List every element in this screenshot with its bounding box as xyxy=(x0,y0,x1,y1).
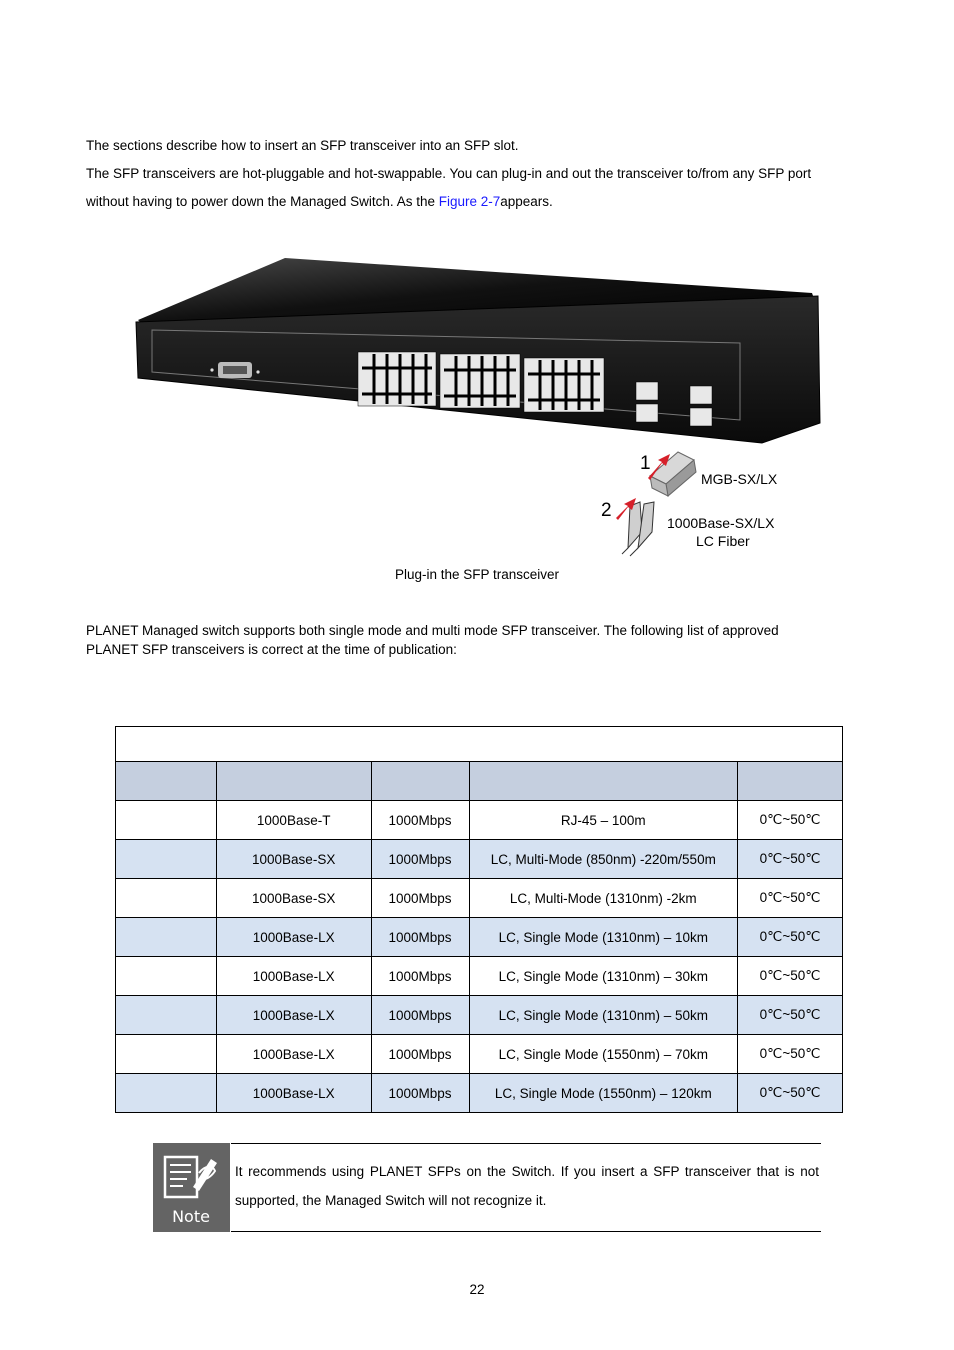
note-text: It recommends using PLANET SFPs on the Switch. If you insert a SFP transceiver that is not supported, the Managed Switch will not recognize it. xyxy=(235,1164,819,1208)
intro-line-3 xyxy=(86,192,876,211)
header-cell xyxy=(469,762,738,801)
header-cell xyxy=(371,762,469,801)
temperature-cell: 0℃~50℃ xyxy=(738,840,843,879)
temperature-cell: 0℃~50℃ xyxy=(738,1074,843,1113)
model-cell xyxy=(116,957,217,996)
model-cell xyxy=(116,1074,217,1113)
support-line-1: PLANET Managed switch supports both single mode and multi mode SFP transceiver. The following list of approved xyxy=(86,623,779,638)
note-icon xyxy=(153,1143,230,1232)
temperature-cell: 0℃~50℃ xyxy=(738,879,843,918)
support-line-2: PLANET SFP transceivers is correct at the time of publication: xyxy=(86,642,457,657)
note-icon-label: Note xyxy=(172,1207,210,1226)
figure-caption: Plug-in the SFP transceiver xyxy=(394,567,560,582)
interface-cell: LC, Single Mode (1310nm) – 10km xyxy=(469,918,738,957)
model-cell xyxy=(116,801,217,840)
type-cell: 1000Base-LX xyxy=(216,1074,371,1113)
type-cell: 1000Base-LX xyxy=(216,918,371,957)
speed-cell: 1000Mbps xyxy=(371,918,469,957)
interface-cell: LC, Multi-Mode (1310nm) -2km xyxy=(469,879,738,918)
temperature-cell: 0℃~50℃ xyxy=(738,957,843,996)
note-bottom-rule xyxy=(231,1231,821,1232)
type-cell: 1000Base-LX xyxy=(216,1035,371,1074)
interface-cell: LC, Single Mode (1310nm) – 30km xyxy=(469,957,738,996)
temperature-cell: 0℃~50℃ xyxy=(738,1035,843,1074)
step-2-label: 2 xyxy=(601,500,612,521)
table-row xyxy=(116,879,843,918)
interface-cell: LC, Single Mode (1550nm) – 120km xyxy=(469,1074,738,1113)
page-number: 22 xyxy=(469,1282,485,1297)
header-cell xyxy=(738,762,843,801)
table-title-cell xyxy=(116,727,843,762)
speed-cell: 1000Mbps xyxy=(371,996,469,1035)
model-cell xyxy=(116,996,217,1035)
table-row xyxy=(116,918,843,957)
note-top-rule xyxy=(231,1143,821,1144)
note-box xyxy=(153,1143,821,1233)
speed-cell: 1000Mbps xyxy=(371,801,469,840)
temperature-cell: 0℃~50℃ xyxy=(738,801,843,840)
sfp-module-icon xyxy=(650,452,696,496)
table-row xyxy=(116,1074,843,1113)
model-cell xyxy=(116,1035,217,1074)
fiber-label-1: 1000Base-SX/LX xyxy=(667,515,775,531)
lc-fiber-icon xyxy=(622,502,654,556)
model-cell xyxy=(116,840,217,879)
speed-cell: 1000Mbps xyxy=(371,1074,469,1113)
interface-cell: RJ-45 – 100m xyxy=(469,801,738,840)
interface-cell: LC, Single Mode (1550nm) – 70km xyxy=(469,1035,738,1074)
table-row xyxy=(116,957,843,996)
type-cell: 1000Base-LX xyxy=(216,996,371,1035)
step-1-label: 1 xyxy=(640,453,651,474)
speed-cell: 1000Mbps xyxy=(371,1035,469,1074)
fiber-label-2: LC Fiber xyxy=(696,533,750,549)
header-cell xyxy=(116,762,217,801)
model-cell xyxy=(116,918,217,957)
intro-line-3-tail: appears. xyxy=(500,194,553,209)
speed-cell: 1000Mbps xyxy=(371,840,469,879)
module-label: MGB-SX/LX xyxy=(701,471,778,487)
table-row xyxy=(116,1035,843,1074)
table-row xyxy=(116,840,843,879)
type-cell: 1000Base-LX xyxy=(216,957,371,996)
table-header-row xyxy=(116,762,843,801)
table-row xyxy=(116,801,843,840)
temperature-cell: 0℃~50℃ xyxy=(738,996,843,1035)
intro-line-3-text: without having to power down the Managed Switch. As the xyxy=(86,194,439,209)
interface-cell: LC, Multi-Mode (850nm) -220m/550m xyxy=(469,840,738,879)
header-cell xyxy=(216,762,371,801)
intro-line-2: The SFP transceivers are hot-pluggable and hot-swappable. You can plug-in and out the transceiver to/from any SFP port xyxy=(86,166,812,181)
model-cell xyxy=(116,879,217,918)
type-cell: 1000Base-SX xyxy=(216,840,371,879)
speed-cell: 1000Mbps xyxy=(371,879,469,918)
table-row xyxy=(116,996,843,1035)
figure-link[interactable]: Figure 2-7 xyxy=(438,194,501,209)
type-cell: 1000Base-T xyxy=(216,801,371,840)
type-cell: 1000Base-SX xyxy=(216,879,371,918)
switch-sfp-figure xyxy=(130,248,830,558)
interface-cell: LC, Single Mode (1310nm) – 50km xyxy=(469,996,738,1035)
sfp-table xyxy=(115,726,843,1113)
table-title-row xyxy=(116,727,843,762)
intro-line-1: The sections describe how to insert an SFP transceiver into an SFP slot. xyxy=(86,138,519,153)
temperature-cell: 0℃~50℃ xyxy=(738,918,843,957)
speed-cell: 1000Mbps xyxy=(371,957,469,996)
